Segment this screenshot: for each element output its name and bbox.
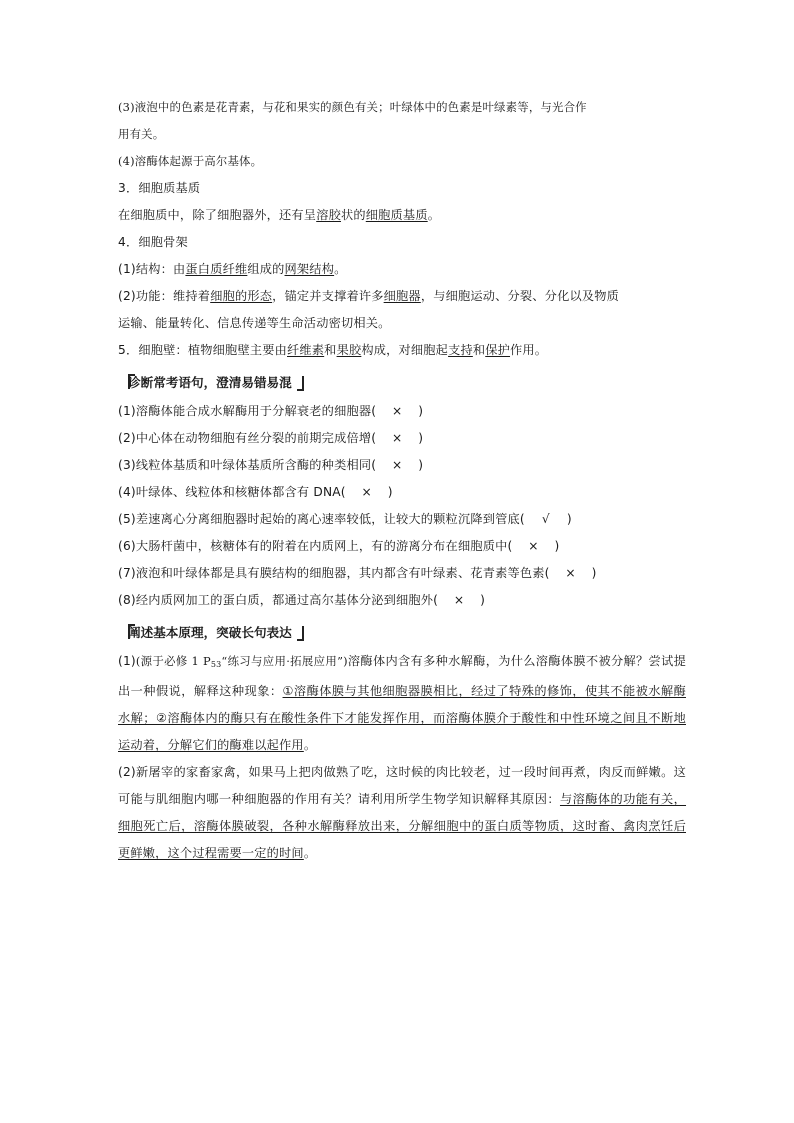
source-note: (源于必修 1 $P_{53}“$练习与应用·拓展应用”) [135, 654, 348, 669]
diagnose-item: (2)中心体在动物细胞有丝分裂的前期完成倍增( × ) [118, 425, 686, 452]
answer-mark: × [391, 404, 403, 418]
answer-mark: × [391, 431, 403, 445]
diagnose-heading: 诊断常考语句，澄清易错易混 [118, 371, 686, 395]
diagnose-item: (8)经内质网加工的蛋白质，都通过高尔基体分泌到细胞外( × ) [118, 587, 686, 614]
section-5-cell-wall: 5．细胞壁：植物细胞壁主要由纤维素和果胶构成，对细胞起支持和保护作用。 [118, 343, 548, 357]
note-3-line-2: 用有关。 [118, 127, 165, 141]
diagnose-item: (6)大肠杆菌中，核糖体有的附着在内质网上，有的游离分布在细胞质中( × ) [118, 533, 686, 560]
section-4-heading: 4．细胞骨架 [118, 235, 188, 249]
diagnose-item: (4)叶绿体、线粒体和核糖体都含有 DNA( × ) [118, 479, 686, 506]
diagnose-item: (3)线粒体基质和叶绿体基质所含酶的种类相同( × ) [118, 452, 686, 479]
section-4-function-cont: 运输、能量转化、信息传递等生命活动密切相关。 [118, 316, 391, 330]
explain-question-2: (2)新屠宰的家畜家禽，如果马上把肉做熟了吃，这时候的肉比较老，过一段时间再煮，肉反而鲜嫩。这可能与肌细胞内哪一种细胞器的作用有关？请利用所学生物学知识解释其原因：与溶酶体的功能有关，细胞死亡后，溶酶体膜破裂，各种水解酶释放出来，分解细胞中的蛋白质等物质，这时畜、禽肉烹饪后更鲜嫩，这个过程需要一定的时间。 [118, 765, 687, 860]
blank-answer: 果胶 [336, 343, 362, 357]
diagnose-item: (7)液泡和叶绿体都是具有膜结构的细胞器，其内都含有叶绿素、花青素等色素( × ) [118, 560, 686, 587]
blank-answer: 纤维素 [287, 343, 325, 357]
answer-mark: × [565, 566, 576, 580]
explain-question-1: (1)(源于必修 1 $P_{53}“$练习与应用·拓展应用”)溶酶体内含有多种水解酶，为什么溶酶体膜不被分解？尝试提出一种假说，解释这种现象：①溶酶体膜与其他细胞器膜相比，经过了特殊的修饰，使其不能被水解酶水解；②溶酶体内的酶只有在酸性条件下才能发挥作用，而溶酶体膜介于酸性和中性环境之间且不断地运动着，分解它们的酶难以起作用。 [118, 654, 686, 752]
answer-mark: × [528, 539, 539, 553]
blank-answer: 细胞器 [383, 289, 421, 303]
blank-answer: 支持 [448, 343, 473, 357]
answer-text: 与溶酶体的功能有关，细胞死亡后，溶酶体膜破裂，各种水解酶释放出来，分解细胞中的蛋白质等物质，这时畜、禽肉烹饪后更鲜嫩，这个过程需要一定的时间 [118, 792, 687, 860]
explain-heading: 阐述基本原理，突破长句表达 [118, 621, 686, 645]
blank-answer: 蛋白质纤维 [185, 262, 248, 276]
section-4-structure: (1)结构：由蛋白质纤维组成的网架结构。 [118, 262, 347, 276]
note-3-line-1: (3)液泡中的色素是花青素，与花和果实的颜色有关；叶绿体中的色素是叶绿素等，与光合作 [118, 100, 587, 114]
answer-mark: × [453, 593, 465, 607]
answer-mark: × [361, 485, 372, 499]
section-3-body: 在细胞质中，除了细胞器外，还有呈溶胶状的细胞质基质。 [118, 208, 441, 222]
note-4: (4)溶酶体起源于高尔基体。 [118, 154, 263, 168]
diagnose-item: (5)差速离心分离细胞器时起始的离心速率较低，让较大的颗粒沉降到管底( √ ) [118, 506, 686, 533]
document-page [118, 94, 686, 867]
answer-mark: √ [541, 512, 550, 526]
section-4-function: (2)功能：维持着细胞的形态，锚定并支撑着许多细胞器，与细胞运动、分裂、分化以及物质 [118, 289, 620, 303]
blank-answer: 网架结构 [284, 262, 335, 276]
answer-text: ①溶酶体膜与其他细胞器膜相比，经过了特殊的修饰，使其不能被水解酶水解；②溶酶体内的酶只有在酸性条件下才能发挥作用，而溶酶体膜介于酸性和中性环境之间且不断地运动着，分解它们的酶难以起作用 [118, 684, 686, 752]
blank-answer: 细胞的形态 [210, 289, 273, 303]
section-3-heading: 3．细胞质基质 [118, 181, 201, 195]
answer-mark: × [391, 458, 403, 472]
blank-answer: 保护 [485, 343, 511, 357]
blank-answer: 细胞质基质 [365, 208, 428, 222]
diagnose-item: (1)溶酶体能合成水解酶用于分解衰老的细胞器( × ) [118, 398, 686, 425]
blank-answer: 溶胶 [316, 208, 341, 222]
